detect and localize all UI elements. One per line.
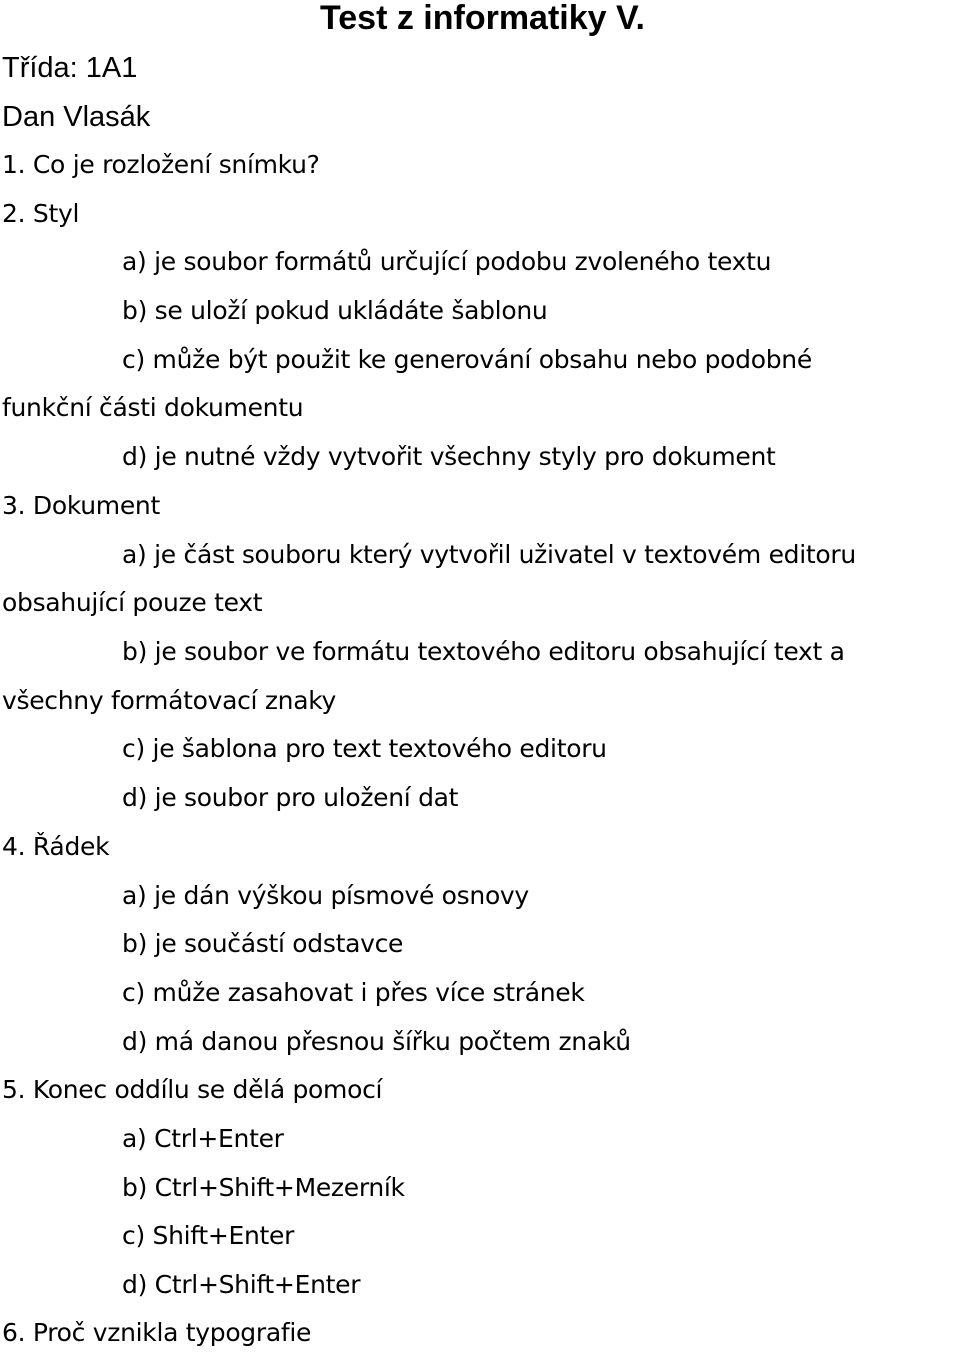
q4-option-a: a) je dán výškou písmové osnovy	[122, 881, 529, 910]
q2-option-c: c) může být použit ke generování obsahu nebo podobné	[122, 345, 812, 374]
question-6: 6. Proč vznikla typografie	[2, 1318, 312, 1347]
question-1: 1. Co je rozložení snímku?	[2, 150, 320, 179]
question-5: 5. Konec oddílu se dělá pomocí	[2, 1075, 383, 1104]
q5-option-c: c) Shift+Enter	[122, 1221, 295, 1250]
question-4: 4. Řádek	[2, 832, 110, 861]
question-3: 3. Dokument	[2, 491, 160, 520]
page-title: Test z informatiky V.	[320, 0, 645, 37]
q3-option-b: b) je soubor ve formátu textového editoru obsahující text a	[122, 637, 845, 666]
q2-option-a: a) je soubor formátů určující podobu zvoleného textu	[122, 247, 772, 276]
q4-option-b: b) je součástí odstavce	[122, 929, 404, 958]
q2-option-c-continuation: funkční části dokumentu	[2, 393, 304, 422]
q3-option-a-continuation: obsahující pouze text	[2, 588, 263, 617]
question-2: 2. Styl	[2, 199, 80, 228]
q5-option-a: a) Ctrl+Enter	[122, 1124, 284, 1153]
q2-option-b: b) se uloží pokud ukládáte šablonu	[122, 296, 548, 325]
q3-option-d: d) je soubor pro uložení dat	[122, 783, 459, 812]
class-label: Třída: 1A1	[2, 52, 138, 84]
q5-option-b: b) Ctrl+Shift+Mezerník	[122, 1173, 405, 1202]
q3-option-c: c) je šablona pro text textového editoru	[122, 734, 607, 763]
student-name: Dan Vlasák	[2, 101, 151, 133]
q4-option-c: c) může zasahovat i přes více stránek	[122, 978, 585, 1007]
q3-option-a: a) je část souboru který vytvořil uživatel v textovém editoru	[122, 540, 856, 569]
q3-option-b-continuation: všechny formátovací znaky	[2, 686, 337, 715]
q2-option-d: d) je nutné vždy vytvořit všechny styly pro dokument	[122, 442, 776, 471]
q5-option-d: d) Ctrl+Shift+Enter	[122, 1270, 361, 1299]
q4-option-d: d) má danou přesnou šířku počtem znaků	[122, 1027, 631, 1056]
